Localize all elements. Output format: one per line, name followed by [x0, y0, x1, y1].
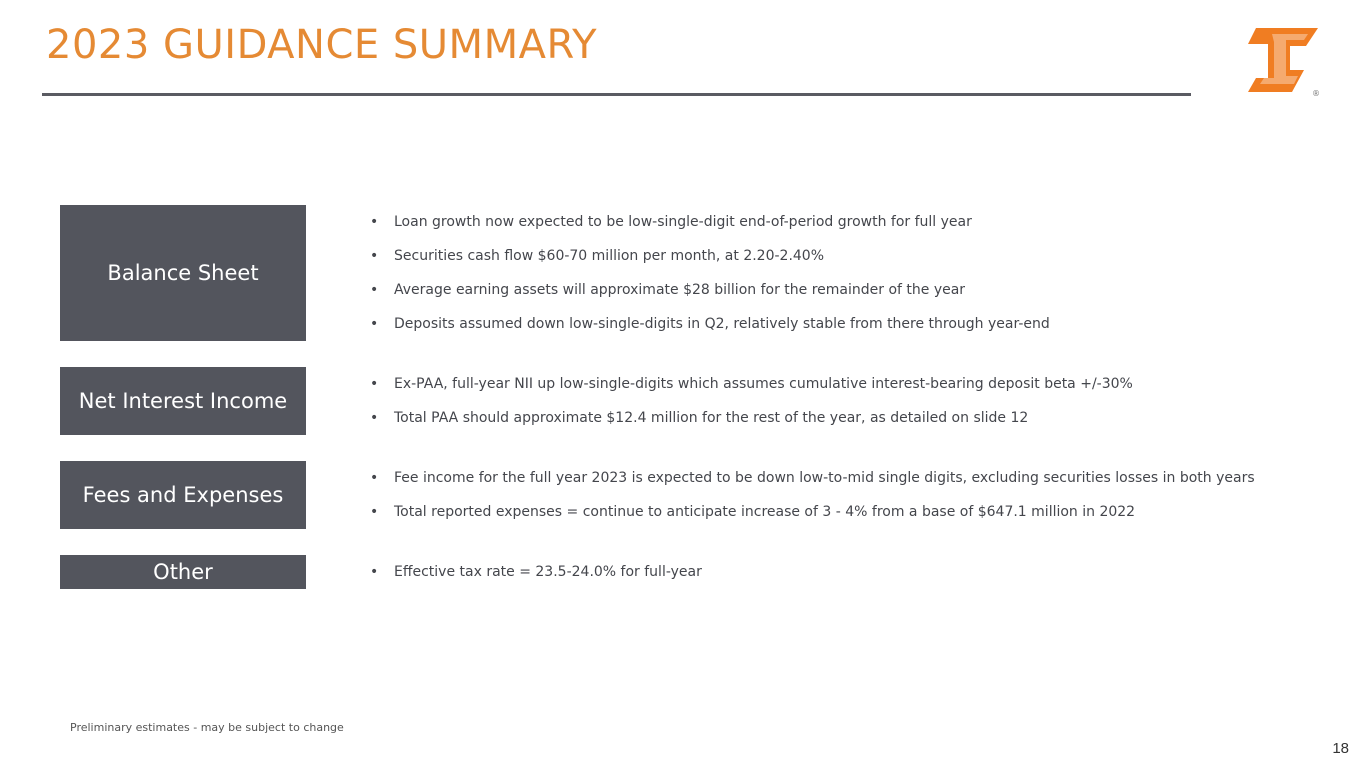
company-logo-icon: [1242, 24, 1322, 98]
section-label: Fees and Expenses: [60, 461, 306, 529]
bullet-item: • Securities cash flow $60-70 million per month, at 2.20-2.40%: [370, 248, 825, 264]
section-label: Other: [60, 555, 306, 589]
bullet-item: • Ex-PAA, full-year NII up low-single-digits which assumes cumulative interest-bearing deposit beta +/-30%: [370, 376, 1133, 392]
footnote: Preliminary estimates - may be subject to change: [70, 721, 344, 734]
bullet-item: • Loan growth now expected to be low-single-digit end-of-period growth for full year: [370, 214, 972, 230]
title-divider: [42, 93, 1191, 96]
bullet-item: • Deposits assumed down low-single-digits in Q2, relatively stable from there through year-end: [370, 316, 1050, 332]
bullet-item: • Effective tax rate = 23.5-24.0% for full-year: [370, 564, 702, 580]
page-title: 2023 GUIDANCE SUMMARY: [46, 22, 598, 68]
svg-text:®: ®: [1312, 89, 1320, 98]
bullet-item: • Total PAA should approximate $12.4 million for the rest of the year, as detailed on slide 12: [370, 410, 1029, 426]
bullet-item: • Fee income for the full year 2023 is expected to be down low-to-mid single digits, excluding securities losses in both years: [370, 470, 1255, 486]
bullet-item: • Total reported expenses = continue to anticipate increase of 3 - 4% from a base of $647.1 million in 2022: [370, 504, 1136, 520]
bullet-item: • Average earning assets will approximate $28 billion for the remainder of the year: [370, 282, 966, 298]
page-number: 18: [1332, 740, 1349, 757]
section-label: Net Interest Income: [60, 367, 306, 435]
section-label: Balance Sheet: [60, 205, 306, 341]
